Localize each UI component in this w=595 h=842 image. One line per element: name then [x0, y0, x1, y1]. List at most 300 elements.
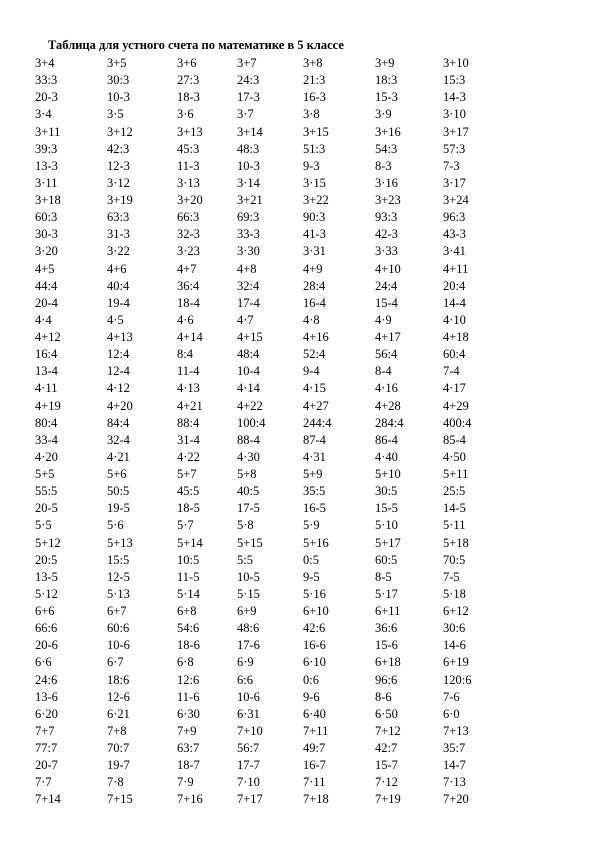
exercise-cell: 5+9	[303, 467, 323, 481]
exercise-cell: 33-4	[35, 432, 58, 447]
exercise-cell: 19-4	[107, 295, 130, 310]
exercise-row	[35, 432, 575, 449]
exercise-cell: 15-7	[375, 758, 398, 773]
exercise-row	[35, 774, 575, 791]
exercise-cell: 7+9	[177, 723, 197, 738]
exercise-cell: 244:4	[303, 415, 332, 430]
exercise-cell: 4·8	[303, 312, 320, 327]
exercise-cell: 6·20	[35, 706, 58, 721]
exercise-cell: 9-3	[303, 158, 320, 173]
exercise-cell: 17-7	[237, 758, 260, 773]
exercise-cell: 18-5	[177, 501, 200, 516]
exercise-cell: 30:5	[375, 484, 398, 499]
exercise-cell: 3+19	[107, 193, 133, 207]
exercise-cell: 19-7	[107, 758, 130, 773]
exercise-cell: 14-3	[443, 90, 466, 105]
exercise-cell: 5·6	[107, 518, 124, 533]
exercise-cell: 45:3	[177, 141, 200, 156]
exercise-cell: 5·11	[443, 518, 466, 533]
exercise-cell: 3+14	[237, 124, 263, 139]
exercise-cell: 3·12	[107, 175, 130, 190]
exercise-cell: 4+16	[303, 330, 329, 344]
exercise-cell: 55:5	[35, 484, 58, 499]
exercise-cell: 30:3	[107, 73, 130, 88]
exercise-cell: 33-3	[237, 227, 260, 242]
exercise-cell: 9-6	[303, 689, 320, 704]
exercise-row	[35, 415, 575, 432]
exercise-cell: 3+8	[303, 56, 323, 70]
exercise-row	[35, 141, 575, 158]
exercise-cell: 4+12	[35, 330, 61, 344]
exercise-cell: 4·5	[107, 312, 124, 327]
exercise-row	[35, 706, 575, 723]
exercise-cell: 3·14	[237, 175, 260, 190]
exercise-cell: 12-6	[107, 689, 130, 704]
exercise-cell: 43-3	[443, 227, 466, 242]
exercise-cell: 10-5	[237, 569, 260, 584]
exercise-cell: 3+12	[107, 124, 133, 139]
exercise-cell: 5+12	[35, 535, 61, 550]
exercise-cell: 4·10	[443, 312, 466, 327]
exercise-cell: 4·14	[237, 381, 260, 396]
exercise-cell: 4+5	[35, 261, 55, 276]
exercise-cell: 87-4	[303, 432, 326, 447]
exercise-cell: 7·7	[35, 775, 52, 790]
exercise-cell: 7+16	[177, 792, 203, 807]
exercise-cell: 3·7	[237, 107, 254, 122]
exercise-row	[35, 620, 575, 637]
exercise-cell: 6+7	[107, 604, 127, 618]
exercise-cell: 6·7	[107, 655, 124, 670]
exercise-cell: 7+7	[35, 723, 55, 738]
exercise-cell: 39:3	[35, 141, 58, 156]
exercise-cell: 0:5	[303, 552, 319, 567]
exercise-cell: 4+27	[303, 398, 329, 413]
exercise-cell: 42:6	[303, 621, 326, 636]
exercise-cell: 4·16	[375, 381, 398, 396]
exercise-cell: 7·8	[107, 775, 124, 790]
exercise-cell: 284:4	[375, 415, 404, 430]
exercise-cell: 36:4	[177, 278, 200, 293]
exercise-cell: 48:4	[237, 347, 260, 362]
exercise-cell: 5+6	[107, 467, 127, 481]
exercise-cell: 4+8	[237, 261, 257, 276]
exercise-cell: 5+10	[375, 467, 401, 481]
exercise-cell: 41-3	[303, 227, 326, 242]
exercise-cell: 85-4	[443, 432, 466, 447]
exercise-cell: 12:6	[177, 672, 200, 687]
exercise-cell: 16:4	[35, 347, 58, 362]
exercise-row	[35, 346, 575, 363]
exercise-cell: 48:3	[237, 141, 260, 156]
exercise-cell: 3·33	[375, 244, 398, 259]
exercise-cell: 120:6	[443, 672, 472, 687]
exercise-row	[35, 295, 575, 312]
exercise-table	[35, 55, 575, 809]
exercise-cell: 7-4	[443, 364, 460, 379]
exercise-cell: 14-7	[443, 758, 466, 773]
exercise-cell: 3·31	[303, 244, 326, 259]
exercise-cell: 86-4	[375, 432, 398, 447]
exercise-cell: 4·12	[107, 381, 130, 396]
exercise-cell: 6·6	[35, 655, 52, 670]
exercise-cell: 13-4	[35, 364, 58, 379]
exercise-cell: 3+15	[303, 124, 329, 139]
exercise-row	[35, 175, 575, 192]
exercise-cell: 3·9	[375, 107, 392, 122]
exercise-row	[35, 603, 575, 620]
exercise-cell: 3·10	[443, 107, 466, 122]
exercise-cell: 9-4	[303, 364, 320, 379]
exercise-cell: 3+13	[177, 124, 203, 139]
exercise-cell: 4·13	[177, 381, 200, 396]
exercise-cell: 25:5	[443, 484, 466, 499]
exercise-cell: 4+20	[107, 398, 133, 413]
exercise-cell: 42:3	[107, 141, 130, 156]
exercise-cell: 4·6	[177, 312, 194, 327]
exercise-cell: 51:3	[303, 141, 326, 156]
exercise-cell: 8-4	[375, 364, 392, 379]
exercise-cell: 44:4	[35, 278, 58, 293]
exercise-cell: 11-5	[177, 569, 200, 584]
exercise-cell: 3+24	[443, 193, 469, 207]
exercise-cell: 33:3	[35, 73, 58, 88]
exercise-cell: 6·30	[177, 706, 200, 721]
exercise-cell: 20-4	[35, 295, 58, 310]
exercise-cell: 3+18	[35, 193, 61, 207]
exercise-row	[35, 500, 575, 517]
exercise-row	[35, 483, 575, 500]
exercise-cell: 16-6	[303, 638, 326, 653]
exercise-cell: 11-3	[177, 158, 200, 173]
page-title: Таблица для устного счета по математике в 5 классе	[48, 38, 344, 52]
exercise-row	[35, 466, 575, 483]
exercise-row	[35, 740, 575, 757]
exercise-cell: 15-5	[375, 501, 398, 516]
exercise-cell: 10:5	[177, 552, 200, 567]
exercise-cell: 4·30	[237, 449, 260, 464]
exercise-cell: 11-4	[177, 364, 200, 379]
exercise-cell: 12-5	[107, 569, 130, 584]
exercise-cell: 4·50	[443, 449, 466, 464]
exercise-cell: 7·13	[443, 775, 466, 790]
exercise-cell: 52:4	[303, 347, 326, 362]
exercise-cell: 32:4	[237, 278, 260, 293]
exercise-cell: 6·21	[107, 706, 130, 721]
exercise-cell: 8-5	[375, 569, 392, 584]
exercise-cell: 4+28	[375, 398, 401, 413]
exercise-cell: 3+5	[107, 56, 127, 70]
exercise-cell: 32-4	[107, 432, 130, 447]
exercise-cell: 3·6	[177, 107, 194, 122]
exercise-cell: 7·10	[237, 775, 260, 790]
exercise-cell: 3+6	[177, 56, 197, 70]
exercise-cell: 6+19	[443, 655, 469, 670]
exercise-cell: 4+7	[177, 261, 197, 276]
exercise-cell: 3·15	[303, 175, 326, 190]
exercise-cell: 3+16	[375, 124, 401, 139]
exercise-row	[35, 329, 575, 346]
exercise-cell: 48:6	[237, 621, 260, 636]
exercise-cell: 24:3	[237, 73, 260, 88]
exercise-cell: 4+9	[303, 261, 323, 276]
exercise-cell: 4+29	[443, 398, 469, 413]
exercise-cell: 8:4	[177, 347, 193, 362]
exercise-cell: 45:5	[177, 484, 200, 499]
exercise-cell: 84:4	[107, 415, 130, 430]
exercise-cell: 18:3	[375, 73, 398, 88]
exercise-cell: 6:6	[237, 672, 253, 687]
exercise-cell: 15:3	[443, 73, 466, 88]
exercise-cell: 4+13	[107, 330, 133, 344]
exercise-cell: 5+11	[443, 467, 469, 481]
exercise-cell: 4·21	[107, 449, 130, 464]
exercise-row	[35, 586, 575, 603]
exercise-cell: 18-6	[177, 638, 200, 653]
exercise-row	[35, 209, 575, 226]
exercise-cell: 70:7	[107, 741, 130, 755]
exercise-cell: 18-4	[177, 295, 200, 310]
exercise-cell: 9-5	[303, 569, 320, 584]
exercise-cell: 12:4	[107, 347, 130, 362]
exercise-row	[35, 380, 575, 397]
exercise-row	[35, 243, 575, 260]
exercise-cell: 13-6	[35, 689, 58, 704]
exercise-cell: 69:3	[237, 210, 260, 225]
exercise-cell: 17-3	[237, 90, 260, 105]
exercise-cell: 30:6	[443, 621, 466, 636]
exercise-cell: 40:5	[237, 484, 260, 499]
exercise-cell: 7-6	[443, 689, 460, 704]
exercise-cell: 5·15	[237, 586, 260, 601]
exercise-cell: 5·12	[35, 586, 58, 601]
exercise-cell: 60:6	[107, 621, 130, 636]
exercise-cell: 3+9	[375, 56, 395, 70]
exercise-cell: 63:7	[177, 741, 200, 755]
exercise-cell: 27:3	[177, 73, 200, 88]
exercise-cell: 56:7	[237, 741, 260, 755]
exercise-cell: 17-4	[237, 295, 260, 310]
exercise-cell: 14-6	[443, 638, 466, 653]
exercise-cell: 7+17	[237, 792, 263, 807]
exercise-cell: 14-4	[443, 295, 466, 310]
exercise-cell: 5·5	[35, 518, 52, 533]
exercise-cell: 63:3	[107, 210, 130, 225]
exercise-cell: 7·11	[303, 775, 326, 790]
exercise-cell: 28:4	[303, 278, 326, 293]
exercise-cell: 56:4	[375, 347, 398, 362]
exercise-cell: 5+17	[375, 535, 401, 550]
exercise-cell: 5+14	[177, 535, 203, 550]
exercise-cell: 4·15	[303, 381, 326, 396]
exercise-cell: 7·9	[177, 775, 194, 790]
exercise-cell: 8-3	[375, 158, 392, 173]
exercise-cell: 4+18	[443, 330, 469, 344]
exercise-row	[35, 723, 575, 740]
exercise-cell: 3+7	[237, 56, 257, 70]
exercise-cell: 4+15	[237, 330, 263, 344]
exercise-cell: 3·30	[237, 244, 260, 259]
exercise-cell: 18-3	[177, 90, 200, 105]
exercise-cell: 60:3	[35, 210, 58, 225]
exercise-cell: 400:4	[443, 415, 472, 430]
exercise-cell: 88:4	[177, 415, 200, 430]
exercise-row	[35, 363, 575, 380]
exercise-cell: 7+11	[303, 723, 329, 738]
exercise-cell: 42:7	[375, 741, 398, 755]
exercise-cell: 16-5	[303, 501, 326, 516]
exercise-cell: 5·14	[177, 586, 200, 601]
exercise-cell: 12-4	[107, 364, 130, 379]
exercise-cell: 5:5	[237, 552, 253, 567]
exercise-cell: 7+10	[237, 723, 263, 738]
exercise-cell: 66:3	[177, 210, 200, 225]
exercise-cell: 5·10	[375, 518, 398, 533]
exercise-cell: 60:5	[375, 552, 398, 567]
exercise-cell: 5·16	[303, 586, 326, 601]
exercise-cell: 3·41	[443, 244, 466, 259]
exercise-cell: 4+14	[177, 330, 203, 344]
exercise-cell: 14-5	[443, 501, 466, 516]
exercise-cell: 4·22	[177, 449, 200, 464]
exercise-cell: 10-6	[107, 638, 130, 653]
exercise-row	[35, 55, 575, 72]
exercise-cell: 7+15	[107, 792, 133, 807]
exercise-cell: 10-3	[237, 158, 260, 173]
exercise-row	[35, 672, 575, 689]
exercise-cell: 7+20	[443, 792, 469, 807]
exercise-cell: 30-3	[35, 227, 58, 242]
exercise-cell: 6+8	[177, 604, 197, 618]
exercise-cell: 88-4	[237, 432, 260, 447]
exercise-cell: 3·11	[35, 175, 58, 190]
exercise-cell: 20-7	[35, 758, 58, 773]
exercise-cell: 20-5	[35, 501, 58, 516]
exercise-cell: 54:6	[177, 621, 200, 636]
exercise-cell: 4·7	[237, 312, 254, 327]
exercise-cell: 7-3	[443, 158, 460, 173]
exercise-cell: 57:3	[443, 141, 466, 156]
exercise-row	[35, 398, 575, 415]
exercise-row	[35, 535, 575, 552]
exercise-cell: 6+12	[443, 604, 469, 618]
exercise-cell: 20:5	[35, 552, 58, 567]
exercise-cell: 20:4	[443, 278, 466, 293]
exercise-cell: 31-3	[107, 227, 130, 242]
exercise-cell: 18:6	[107, 672, 130, 687]
exercise-cell: 8-6	[375, 689, 392, 704]
exercise-cell: 5·13	[107, 586, 130, 601]
exercise-row	[35, 158, 575, 175]
exercise-cell: 4·4	[35, 312, 52, 327]
exercise-cell: 4·11	[35, 381, 58, 396]
exercise-cell: 20-3	[35, 90, 58, 105]
exercise-cell: 17-5	[237, 501, 260, 516]
exercise-cell: 5·7	[177, 518, 194, 533]
exercise-cell: 4+11	[443, 261, 469, 276]
exercise-row	[35, 757, 575, 774]
exercise-cell: 20-6	[35, 638, 58, 653]
exercise-cell: 7+13	[443, 723, 469, 738]
exercise-cell: 7·12	[375, 775, 398, 790]
exercise-cell: 17-6	[237, 638, 260, 653]
exercise-cell: 35:5	[303, 484, 326, 499]
exercise-cell: 100:4	[237, 415, 266, 430]
exercise-cell: 6·50	[375, 706, 398, 721]
exercise-cell: 6+6	[35, 604, 55, 618]
exercise-cell: 96:6	[375, 672, 398, 687]
exercise-cell: 4+22	[237, 398, 263, 413]
exercise-row	[35, 124, 575, 141]
exercise-cell: 10-4	[237, 364, 260, 379]
exercise-cell: 3+4	[35, 56, 55, 70]
exercise-cell: 5+15	[237, 535, 263, 550]
exercise-row	[35, 261, 575, 278]
exercise-cell: 50:5	[107, 484, 130, 499]
exercise-cell: 16-7	[303, 758, 326, 773]
exercise-cell: 4·40	[375, 449, 398, 464]
exercise-cell: 6+18	[375, 655, 401, 670]
exercise-cell: 90:3	[303, 210, 326, 225]
exercise-cell: 13-5	[35, 569, 58, 584]
exercise-row	[35, 637, 575, 654]
exercise-row	[35, 106, 575, 123]
exercise-cell: 3+17	[443, 124, 469, 139]
exercise-cell: 15-4	[375, 295, 398, 310]
exercise-cell: 3·16	[375, 175, 398, 190]
exercise-row	[35, 72, 575, 89]
exercise-cell: 5+13	[107, 535, 133, 550]
exercise-row	[35, 449, 575, 466]
exercise-cell: 15-6	[375, 638, 398, 653]
exercise-cell: 7-5	[443, 569, 460, 584]
exercise-cell: 6+9	[237, 604, 257, 618]
exercise-cell: 6+11	[375, 604, 401, 618]
exercise-cell: 10-3	[107, 90, 130, 105]
exercise-cell: 24:6	[35, 672, 58, 687]
exercise-cell: 4·31	[303, 449, 326, 464]
exercise-cell: 6+10	[303, 604, 329, 618]
exercise-row	[35, 278, 575, 295]
exercise-cell: 32-3	[177, 227, 200, 242]
exercise-cell: 3·5	[107, 107, 124, 122]
exercise-cell: 4+17	[375, 330, 401, 344]
exercise-cell: 5·17	[375, 586, 398, 601]
exercise-cell: 66:6	[35, 621, 58, 636]
exercise-cell: 5·9	[303, 518, 320, 533]
exercise-cell: 4·17	[443, 381, 466, 396]
exercise-cell: 6·10	[303, 655, 326, 670]
exercise-cell: 7+8	[107, 723, 127, 738]
exercise-cell: 0:6	[303, 672, 319, 687]
exercise-row	[35, 89, 575, 106]
exercise-cell: 3·8	[303, 107, 320, 122]
exercise-row	[35, 791, 575, 808]
exercise-cell: 3·20	[35, 244, 58, 259]
exercise-cell: 5+16	[303, 535, 329, 550]
exercise-cell: 5+7	[177, 467, 197, 481]
exercise-cell: 35:7	[443, 741, 466, 755]
exercise-cell: 6·40	[303, 706, 326, 721]
exercise-row	[35, 312, 575, 329]
exercise-cell: 4+10	[375, 261, 401, 276]
exercise-cell: 96:3	[443, 210, 466, 225]
exercise-cell: 4·9	[375, 312, 392, 327]
exercise-cell: 15:5	[107, 552, 130, 567]
exercise-cell: 21:3	[303, 73, 326, 88]
exercise-row	[35, 689, 575, 706]
exercise-cell: 3+23	[375, 193, 401, 207]
